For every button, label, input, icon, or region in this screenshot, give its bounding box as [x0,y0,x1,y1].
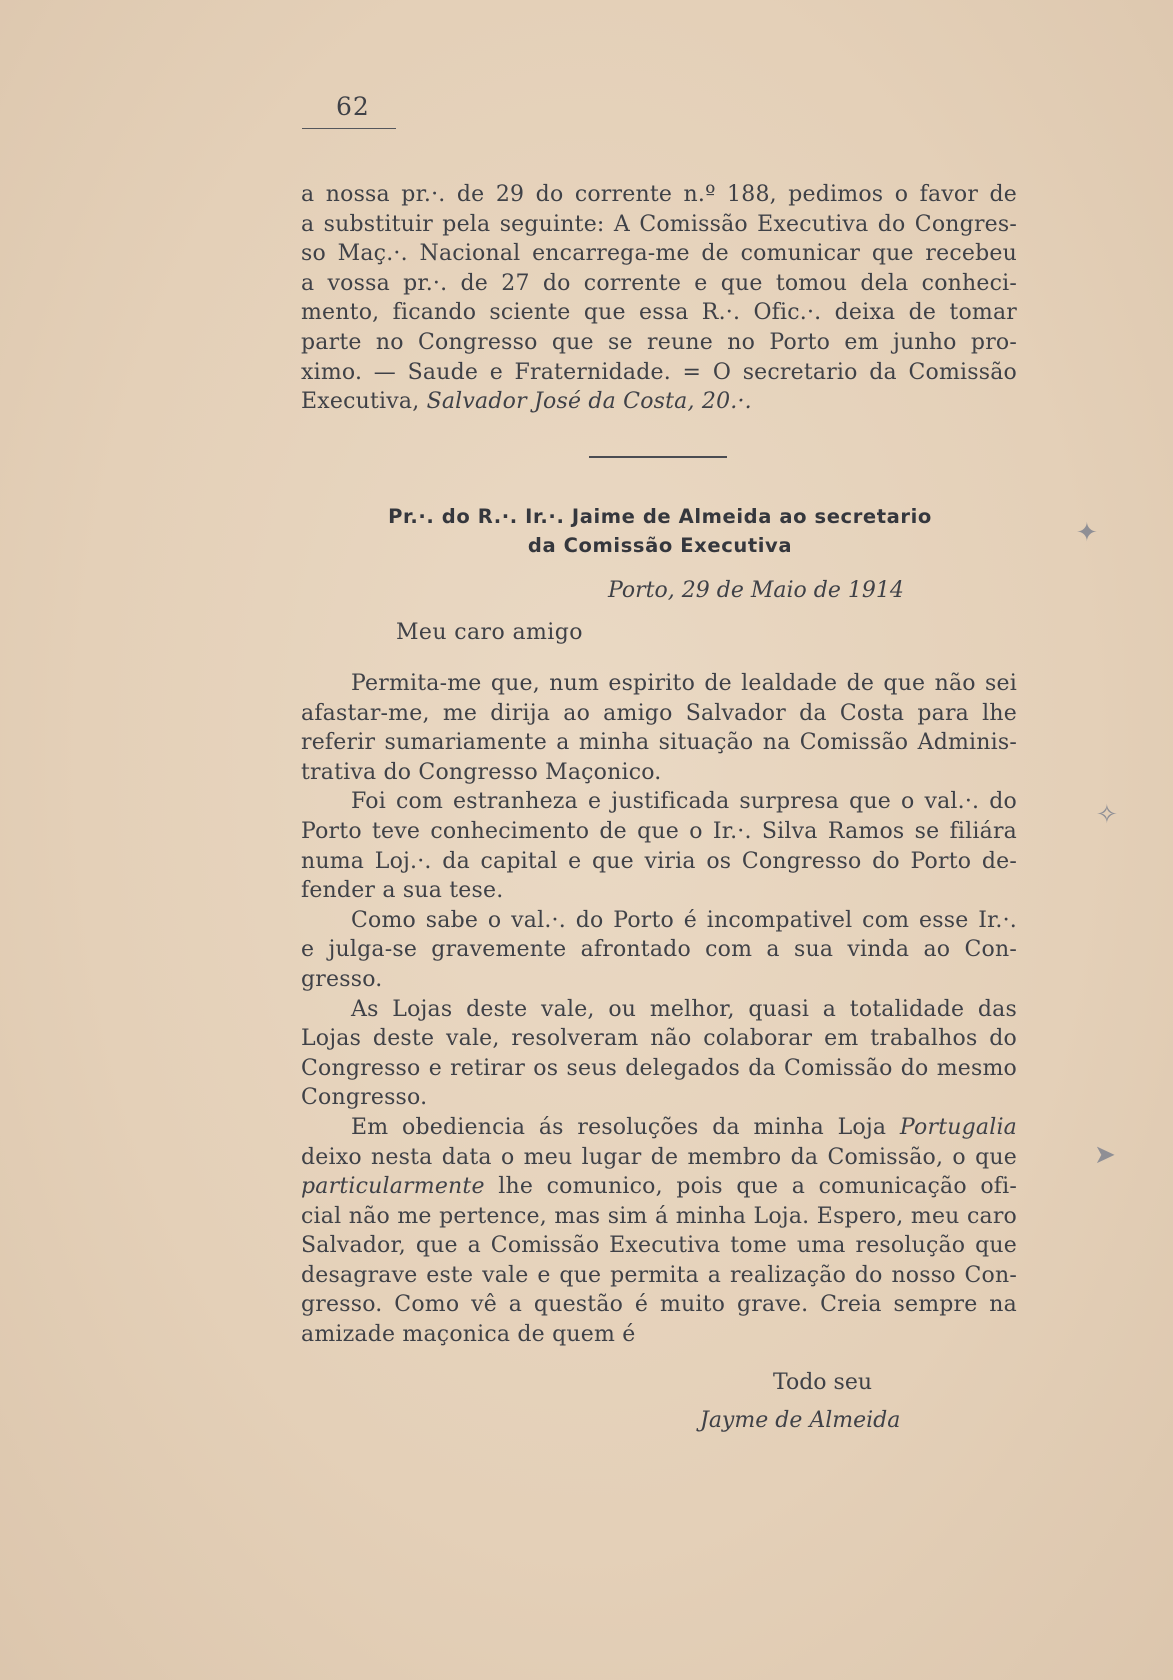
text-line: trativa do Congresso Maçonico. [301,759,662,785]
text-line: gresso. [301,966,383,992]
text-line [301,1172,1017,1202]
text-line: fender a sua tese. [301,878,504,904]
text-fragment: Em obediencia ás resoluções da minha Loja [351,1114,900,1140]
text-line: e julga-se gravemente afrontado com a sua vinda ao Con- [301,937,1017,963]
margin-stain-mark: ✦ [1076,518,1098,548]
italic-fragment: Portugalia [899,1114,1017,1140]
heading-line-2: da Comissão Executiva [527,534,793,557]
text-line: desagrave este vale e que permita a realização do nosso Con- [301,1262,1017,1288]
text-line: Permita-me que, num espirito de lealdade de que não sei [351,671,1017,696]
paragraph-previous-letter [301,180,1017,417]
text-line: gresso. Como vê a questão é muito grave. Creia sempre na [301,1292,1017,1318]
text-line: a vossa pr.·. de 27 do corrente e que tomou dela conheci- [301,270,1017,296]
text-fragment: lhe comunico, pois que a comunicação ofi- [484,1174,1017,1200]
text-line: referir sumariamente a minha situação na Comissão Adminis- [301,730,1017,756]
text-line [301,387,1017,417]
text-line: afastar-me, me dirija ao amigo Salvador da Costa para lhe [301,700,1017,726]
margin-stain-mark: ➤ [1094,1140,1116,1170]
text-line: Porto teve conhecimento de que o Ir.·. Silva Ramos se filiára [301,818,1017,844]
section-divider [589,456,727,458]
text-line [301,1113,1017,1143]
text-line: Congresso e retirar os seus delegados da Comissão do mesmo [301,1055,1017,1081]
text-line: Como sabe o val.·. do Porto é incompativel com esse Ir.·. [351,907,1017,933]
text-line: deixo nesta data o meu lugar de membro da Comissão, o que [301,1144,1017,1170]
text-line: a nossa pr.·. de 29 do corrente n.º 188, pedimos o favor de [301,182,1017,207]
place-date: Porto, 29 de Maio de 1914 [608,578,904,603]
page-number: 62 [336,92,370,121]
text-line: ximo. — Saude e Fraternidade. = O secretario da Comissão [301,359,1017,385]
closing: Todo seu [773,1370,873,1395]
text-line: cial não me pertence, mas sim á minha Loja. Espero, meu caro [301,1203,1017,1229]
text-line: Lojas deste vale, resolveram não colaborar em trabalhos do [301,1026,1017,1052]
text-line: Congresso. [301,1085,428,1111]
italic-fragment: particularmente [301,1174,485,1200]
text-fragment: Executiva, [301,389,427,415]
letter-body [301,669,1017,1350]
letter-heading [300,502,1020,560]
text-line: As Lojas deste vale, ou melhor, quasi a totalidade das [351,996,1017,1022]
text-line: numa Loj.·. da capital e que viria os Congresso do Porto de- [301,848,1017,874]
text-line: amizade maçonica de quem é [301,1322,636,1348]
text-line: so Maç.·. Nacional encarrega-me de comunicar que recebeu [301,241,1017,267]
margin-stain-mark: ✧ [1096,800,1118,830]
signatory-name: Salvador José da Costa, 20.·. [426,389,752,415]
text-line: a substituir pela seguinte: A Comissão Executiva do Congres- [301,211,1017,237]
text-line: parte no Congresso que se reune no Porto em junho pro- [301,329,1017,355]
salutation: Meu caro amigo [396,620,583,645]
text-line: Salvador, que a Comissão Executiva tome uma resolução que [301,1233,1017,1259]
text-line: Foi com estranheza e justificada surpresa que o val.·. do [351,789,1017,815]
page-number-rule [302,128,396,129]
signature: Jayme de Almeida [700,1408,901,1433]
heading-line-1: Pr.·. do R.·. Ir.·. Jaime de Almeida ao secretario [388,505,932,528]
text-line: mento, ficando sciente que essa R.·. Ofic.·. deixa de tomar [301,300,1017,326]
